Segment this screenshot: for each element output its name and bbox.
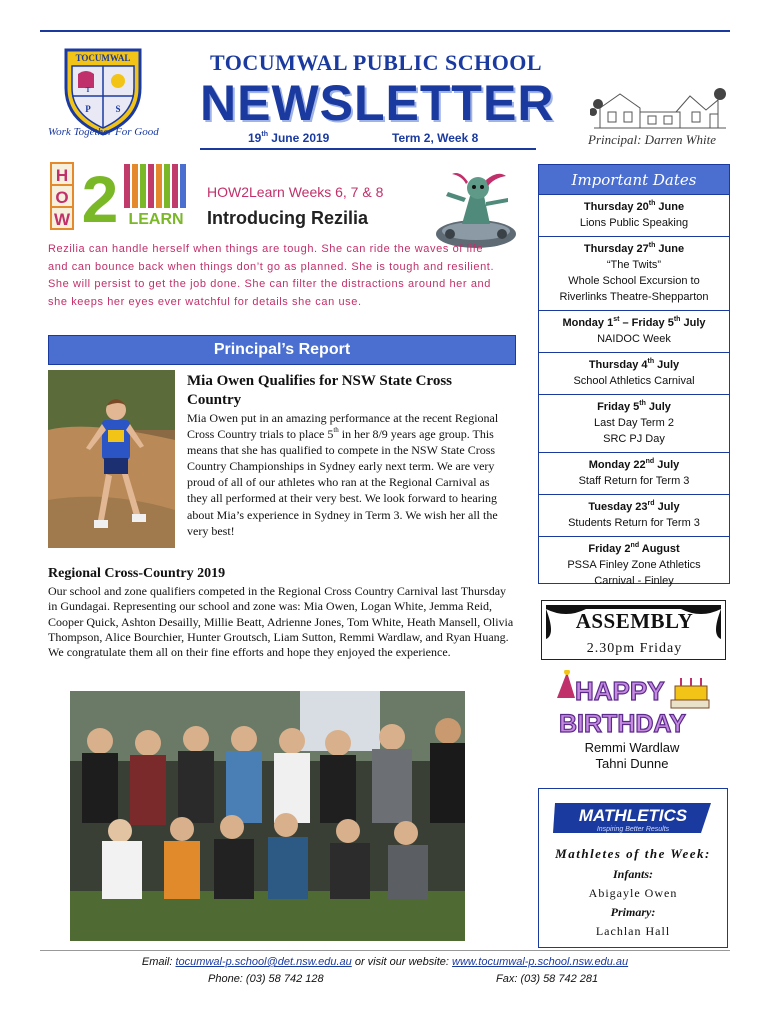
crest-name: TOCUMWAL	[75, 53, 131, 63]
infants-winner: Abigayle Owen	[588, 886, 678, 900]
date-month: July	[645, 401, 671, 413]
date-month: June	[655, 243, 685, 255]
school-building-sketch	[590, 82, 730, 130]
crest-letter-1: T	[85, 86, 91, 94]
date-detail: PSSA Finley Zone Athletics	[567, 559, 701, 571]
date-month: August	[639, 543, 680, 555]
date-suffix: nd	[630, 542, 640, 549]
date-item-title	[541, 500, 727, 515]
mia-body-part-a: Mia Owen put in an amazing performance at the recent Regional Cross Country trials to place 5	[187, 411, 499, 442]
how2learn-title: Introducing Rezilia	[207, 208, 369, 228]
date-item-title	[541, 200, 727, 215]
date-day: Thursday 4	[588, 359, 648, 371]
footer-rule	[40, 950, 730, 951]
happy-birthday-graphic	[553, 670, 711, 740]
issue-term: Term 2, Week 8	[392, 131, 479, 145]
issue-day: 19	[248, 131, 262, 145]
footer-fax: Fax: (03) 58 742 281	[496, 973, 599, 985]
date-suffix: th	[639, 400, 646, 407]
website-prefix: or visit our website:	[351, 956, 453, 968]
issue-date	[248, 131, 329, 145]
date-month: July	[654, 501, 680, 513]
date-suffix: rd	[647, 500, 655, 507]
school-name: TOCUMWAL PUBLIC SCHOOL	[210, 50, 543, 75]
mathletics-logo-icon	[551, 799, 715, 835]
footer-contact	[0, 956, 770, 968]
h2l-letter-w: W	[53, 210, 71, 229]
crest-letter-2: P	[85, 104, 91, 114]
crest-letter-3: S	[115, 104, 121, 114]
issue-day-suffix: th	[261, 131, 268, 138]
h2l-letter-o: O	[55, 188, 69, 207]
assembly-notice	[541, 600, 726, 660]
birthday-name: Remmi Wardlaw	[584, 740, 680, 755]
footer-phone: Phone: (03) 58 742 128	[208, 973, 324, 985]
date-day: Thursday 27	[583, 243, 649, 255]
h2l-letter-h: H	[55, 166, 69, 185]
mia-owen-article-body	[187, 410, 510, 539]
date-item	[539, 395, 729, 453]
date-month: June	[655, 201, 685, 213]
how2learn-weeks: HOW2Learn Weeks 6, 7 & 8	[207, 184, 384, 200]
date-item-title	[541, 242, 727, 257]
date-detail: Riverlinks Theatre-Shepparton	[559, 291, 709, 303]
email-link[interactable]: tocumwal-p.school@det.nsw.edu.au	[175, 956, 352, 968]
date-detail: Carnival - Finley	[594, 575, 674, 587]
date-item	[539, 537, 729, 589]
date-detail: “The Twits”	[606, 259, 662, 271]
mathletes-list	[539, 865, 727, 941]
date-suffix: th	[648, 242, 656, 249]
date-detail: Last Day Term 2	[594, 417, 674, 429]
issue-month-year: June 2019	[267, 131, 330, 145]
principals-report-heading: Principal’s Report	[48, 335, 516, 365]
bday-art-line-1: HAPPY	[575, 676, 665, 706]
date-month: July	[680, 317, 706, 329]
h2l-word: LEARN	[128, 211, 184, 228]
date-item-title	[541, 316, 727, 331]
date-day: Thursday 20	[583, 201, 649, 213]
date-day: Friday 5	[597, 401, 640, 413]
assembly-time: 2.30pm Friday	[586, 641, 683, 656]
date-suffix: th	[673, 316, 681, 323]
primary-winner: Lachlan Hall	[595, 924, 671, 938]
date-detail: Staff Return for Term 3	[578, 475, 690, 487]
date-month: July	[654, 459, 680, 471]
date-item	[539, 237, 729, 311]
date-day: Tuesday 23	[588, 501, 648, 513]
date-suffix: th	[648, 200, 656, 207]
mia-body-part-b: in her 8/9 years age group. This means that she has qualified to compete in the NSW State Cross Country Championships in Sydney early next term. We are very proud of all of our athletes who ran at the Regional Carnival as they all performed at their very best. We look forward to hearing about Mia’s experience in Sydney in Term 3. We wish her all the very best!	[187, 427, 498, 538]
mathletics-panel	[538, 788, 728, 948]
date-suffix: th	[647, 358, 655, 365]
h2l-number: 2	[81, 162, 119, 232]
mia-body-sup: th	[333, 426, 339, 435]
mia-owen-article-title: Mia Owen Qualifies for NSW State Cross Country	[187, 373, 452, 408]
mia-owen-photo	[48, 370, 175, 548]
date-detail: Whole School Excursion to	[568, 275, 700, 287]
mathletes-heading: Mathletes of the Week:	[555, 846, 711, 861]
date-month: July	[654, 359, 680, 371]
top-rule	[40, 30, 730, 32]
bday-art-line-2: BIRTHDAY	[559, 710, 686, 738]
date-item-title	[541, 400, 727, 415]
infants-label: Infants:	[612, 867, 653, 881]
cross-country-group-photo	[70, 691, 465, 941]
date-range-end: – Friday 5	[619, 317, 674, 329]
mathletics-tagline: Inspiring Better Results	[596, 826, 670, 833]
school-motto: Work Together For Good	[48, 126, 159, 138]
date-item-title	[541, 458, 727, 473]
assembly-title: ASSEMBLY	[575, 609, 694, 633]
principal-name: Principal: Darren White	[588, 132, 717, 147]
birthday-names	[553, 740, 711, 772]
date-detail: NAIDOC Week	[597, 333, 671, 345]
primary-label: Primary:	[610, 905, 656, 919]
important-dates-panel	[538, 164, 730, 587]
date-item	[539, 453, 729, 495]
email-prefix: Email:	[141, 956, 176, 968]
date-item-title	[541, 358, 727, 373]
date-day: Monday 22	[588, 459, 646, 471]
how2learn-logo-icon	[48, 160, 194, 232]
rezilia-description: Rezilia can handle herself when things are tough. She can ride the waves of life and can bounce back when things don’t go as planned. She is tough and resilient. She will persist to get the job done. She can filter the distractions around her and she keeps her eyes ever watchful for details she can use.	[48, 243, 495, 308]
date-day: Monday 1	[562, 317, 614, 329]
date-detail: Lions Public Speaking	[579, 217, 689, 229]
rezilia-character-illustration	[432, 168, 520, 252]
date-day: Friday 2	[588, 543, 631, 555]
date-suffix: st	[613, 316, 620, 323]
date-suffix: nd	[645, 458, 655, 465]
regional-cross-country-body: Our school and zone qualifiers competed in the Regional Cross Country Carnival last Thursday in Gundagai. Representing our school and zone was: Mia Owen, Logan White, Jemma Reid, Cooper Quick, Ashton Desailly, Millie Beatt, Adrienne Jones, Tom White, Heath Mansell, Olivia Thompson, Alice Bourchier, Hunter Groutsch, Liam Sutton, Remmi Wardlaw, and Ryan Huang. We congratulate them all on their fine efforts and hope they enjoyed the experience.	[48, 584, 514, 660]
date-detail: School Athletics Carnival	[573, 375, 695, 387]
website-link[interactable]: www.tocumwal-p.school.nsw.edu.au	[452, 956, 629, 968]
date-item	[539, 311, 729, 353]
regional-cross-country-title: Regional Cross-Country 2019	[48, 566, 226, 581]
date-detail: Students Return for Term 3	[568, 517, 700, 529]
school-crest-icon	[58, 44, 148, 136]
date-item	[539, 353, 729, 395]
newsletter-masthead: NEWSLETTER	[200, 75, 555, 131]
header-rule	[200, 148, 536, 150]
date-detail: SRC PJ Day	[603, 433, 665, 445]
date-item	[539, 495, 729, 537]
mathletics-logo-text: MATHLETICS	[578, 806, 688, 825]
date-item	[539, 195, 729, 237]
date-item-title	[541, 542, 727, 557]
birthday-name: Tahni Dunne	[595, 756, 669, 771]
important-dates-heading: Important Dates	[539, 165, 729, 195]
